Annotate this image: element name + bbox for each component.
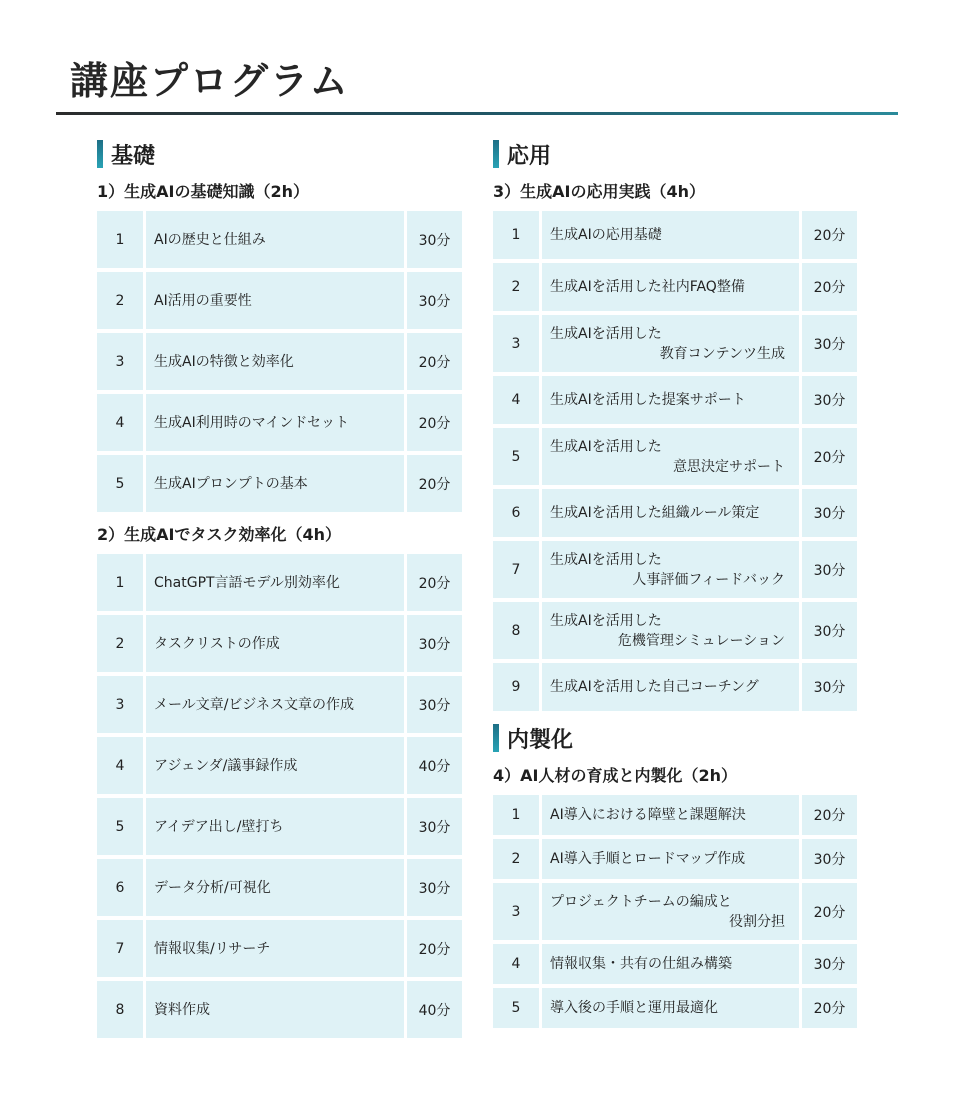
topic-text: 情報収集・共有の仕組み構築 xyxy=(550,956,732,972)
row-number: 2 xyxy=(493,839,542,879)
row-topic xyxy=(542,315,802,372)
topic-text: 生成AIを活用した xyxy=(550,551,662,568)
table-row xyxy=(97,333,462,390)
row-duration: 20分 xyxy=(802,988,857,1028)
row-duration: 40分 xyxy=(407,981,462,1038)
table-row xyxy=(493,883,857,940)
course-title-1: 1）生成AIの基礎知識（2h） xyxy=(97,182,309,201)
row-duration: 30分 xyxy=(802,944,857,984)
table-row xyxy=(493,489,857,537)
course-table-4 xyxy=(493,791,857,1032)
topic-text: 導入後の手順と運用最適化 xyxy=(550,1000,718,1016)
row-topic xyxy=(542,428,802,485)
section-accent-bar xyxy=(493,140,499,168)
table-row xyxy=(493,944,857,984)
table-row xyxy=(493,839,857,879)
row-number: 5 xyxy=(97,455,146,512)
title-divider xyxy=(56,112,898,115)
row-topic xyxy=(542,663,802,711)
row-topic xyxy=(542,211,802,259)
topic-text: 生成AIを活用した xyxy=(550,325,662,342)
row-topic xyxy=(542,263,802,311)
topic-text: AIの歴史と仕組み xyxy=(154,231,266,248)
row-topic xyxy=(146,859,407,916)
topic-text-line2: 役割分担 xyxy=(729,913,785,930)
row-number: 8 xyxy=(97,981,146,1038)
row-topic xyxy=(146,272,407,329)
row-topic xyxy=(542,795,802,835)
table-row xyxy=(493,988,857,1028)
row-duration: 30分 xyxy=(802,376,857,424)
row-duration: 20分 xyxy=(802,883,857,940)
table-row xyxy=(493,541,857,598)
table-row xyxy=(493,315,857,372)
section-title-basic: 基礎 xyxy=(111,143,156,169)
row-duration: 30分 xyxy=(802,663,857,711)
row-topic xyxy=(542,944,802,984)
table-row xyxy=(97,272,462,329)
row-number: 3 xyxy=(493,315,542,372)
course-title-3: 3）生成AIの応用実践（4h） xyxy=(493,182,705,201)
course-title-2: 2）生成AIでタスク効率化（4h） xyxy=(97,525,341,544)
table-row xyxy=(97,920,462,977)
row-number: 7 xyxy=(493,541,542,598)
row-number: 5 xyxy=(493,988,542,1028)
topic-text: アイデア出し/壁打ち xyxy=(154,818,284,835)
topic-text-line2: 意思決定サポート xyxy=(673,458,785,475)
topic-text-line2: 危機管理シミュレーション xyxy=(617,632,785,649)
row-duration: 20分 xyxy=(407,333,462,390)
course-title-4: 4）AI人材の育成と内製化（2h） xyxy=(493,766,737,785)
course-table-3 xyxy=(493,207,857,715)
table-row xyxy=(97,859,462,916)
topic-text-line2: 教育コンテンツ生成 xyxy=(659,345,785,362)
topic-text: 生成AIを活用した xyxy=(550,438,662,455)
row-topic xyxy=(542,489,802,537)
topic-text: 生成AIの特徴と効率化 xyxy=(154,353,294,370)
section-accent-bar xyxy=(493,724,499,752)
table-row xyxy=(97,981,462,1038)
row-duration: 30分 xyxy=(407,676,462,733)
topic-text: 生成AIプロンプトの基本 xyxy=(154,475,308,492)
topic-text: 生成AIを活用した社内FAQ整備 xyxy=(550,279,745,295)
row-duration: 20分 xyxy=(802,211,857,259)
table-row xyxy=(97,676,462,733)
table-row xyxy=(97,798,462,855)
table-row xyxy=(493,602,857,659)
row-topic xyxy=(146,615,407,672)
row-duration: 30分 xyxy=(407,211,462,268)
row-duration: 20分 xyxy=(802,795,857,835)
topic-text: タスクリストの作成 xyxy=(154,635,280,652)
row-number: 1 xyxy=(97,554,146,611)
row-topic xyxy=(146,798,407,855)
row-topic xyxy=(146,920,407,977)
course-table-2 xyxy=(97,550,462,1042)
row-topic xyxy=(542,988,802,1028)
row-topic xyxy=(146,676,407,733)
row-duration: 30分 xyxy=(802,315,857,372)
topic-text: AI活用の重要性 xyxy=(154,292,252,309)
row-number: 2 xyxy=(493,263,542,311)
topic-text: 生成AIを活用した自己コーチング xyxy=(550,679,759,695)
row-topic xyxy=(542,541,802,598)
table-row xyxy=(493,376,857,424)
row-topic xyxy=(146,455,407,512)
table-row xyxy=(97,554,462,611)
topic-text: AI導入における障壁と課題解決 xyxy=(550,807,746,823)
topic-text: 生成AI利用時のマインドセット xyxy=(154,414,350,431)
row-topic xyxy=(146,211,407,268)
course-table-1 xyxy=(97,207,462,516)
row-number: 5 xyxy=(493,428,542,485)
row-number: 2 xyxy=(97,272,146,329)
row-number: 3 xyxy=(493,883,542,940)
section-header-applied xyxy=(493,139,857,169)
table-row xyxy=(97,455,462,512)
row-duration: 20分 xyxy=(802,263,857,311)
table-row xyxy=(97,737,462,794)
row-number: 6 xyxy=(97,859,146,916)
topic-text: プロジェクトチームの編成と xyxy=(550,893,732,910)
topic-text: ChatGPT言語モデル別効率化 xyxy=(154,574,340,591)
topic-text: 生成AIを活用した提案サポート xyxy=(550,392,746,408)
row-duration: 30分 xyxy=(802,541,857,598)
topic-text: メール文章/ビジネス文章の作成 xyxy=(154,696,355,713)
right-column xyxy=(493,139,857,1032)
row-number: 8 xyxy=(493,602,542,659)
table-row xyxy=(493,428,857,485)
row-duration: 20分 xyxy=(802,428,857,485)
row-number: 4 xyxy=(493,376,542,424)
row-number: 4 xyxy=(97,737,146,794)
section-accent-bar xyxy=(97,140,103,168)
topic-text: 資料作成 xyxy=(154,1001,210,1018)
row-topic xyxy=(146,554,407,611)
row-duration: 30分 xyxy=(407,615,462,672)
row-number: 4 xyxy=(493,944,542,984)
table-row xyxy=(97,394,462,451)
section-title-applied: 応用 xyxy=(507,143,552,169)
left-column xyxy=(97,139,462,1042)
row-number: 2 xyxy=(97,615,146,672)
topic-text: データ分析/可視化 xyxy=(154,879,271,896)
section-header-basic xyxy=(97,139,462,169)
table-row xyxy=(493,795,857,835)
topic-text: 情報収集/リサーチ xyxy=(154,940,271,957)
row-duration: 40分 xyxy=(407,737,462,794)
row-topic xyxy=(542,839,802,879)
table-row xyxy=(493,263,857,311)
row-duration: 30分 xyxy=(407,859,462,916)
row-duration: 20分 xyxy=(407,554,462,611)
row-number: 7 xyxy=(97,920,146,977)
row-number: 6 xyxy=(493,489,542,537)
table-row xyxy=(493,663,857,711)
row-number: 1 xyxy=(493,211,542,259)
row-duration: 30分 xyxy=(802,839,857,879)
topic-text: 生成AIを活用した組織ルール策定 xyxy=(550,505,760,521)
row-number: 5 xyxy=(97,798,146,855)
row-topic xyxy=(542,376,802,424)
row-topic xyxy=(542,883,802,940)
row-duration: 30分 xyxy=(407,272,462,329)
row-duration: 30分 xyxy=(802,489,857,537)
page-title: 講座プログラム xyxy=(70,59,350,103)
row-number: 9 xyxy=(493,663,542,711)
row-topic xyxy=(146,333,407,390)
row-duration: 30分 xyxy=(407,798,462,855)
topic-text-line2: 人事評価フィードバック xyxy=(632,571,785,588)
row-topic xyxy=(542,602,802,659)
table-row xyxy=(97,211,462,268)
row-number: 1 xyxy=(97,211,146,268)
row-number: 4 xyxy=(97,394,146,451)
topic-text: 生成AIの応用基礎 xyxy=(550,227,662,243)
row-duration: 20分 xyxy=(407,394,462,451)
row-number: 3 xyxy=(97,333,146,390)
topic-text: AI導入手順とロードマップ作成 xyxy=(550,851,746,867)
topic-text: アジェンダ/議事録作成 xyxy=(154,757,298,774)
row-topic xyxy=(146,981,407,1038)
row-duration: 30分 xyxy=(802,602,857,659)
table-row xyxy=(97,615,462,672)
row-topic xyxy=(146,394,407,451)
row-number: 3 xyxy=(97,676,146,733)
row-number: 1 xyxy=(493,795,542,835)
section-title-inhouse: 内製化 xyxy=(507,727,574,753)
topic-text: 生成AIを活用した xyxy=(550,612,662,629)
table-row xyxy=(493,211,857,259)
row-duration: 20分 xyxy=(407,455,462,512)
section-header-inhouse xyxy=(493,723,857,753)
row-duration: 20分 xyxy=(407,920,462,977)
row-topic xyxy=(146,737,407,794)
